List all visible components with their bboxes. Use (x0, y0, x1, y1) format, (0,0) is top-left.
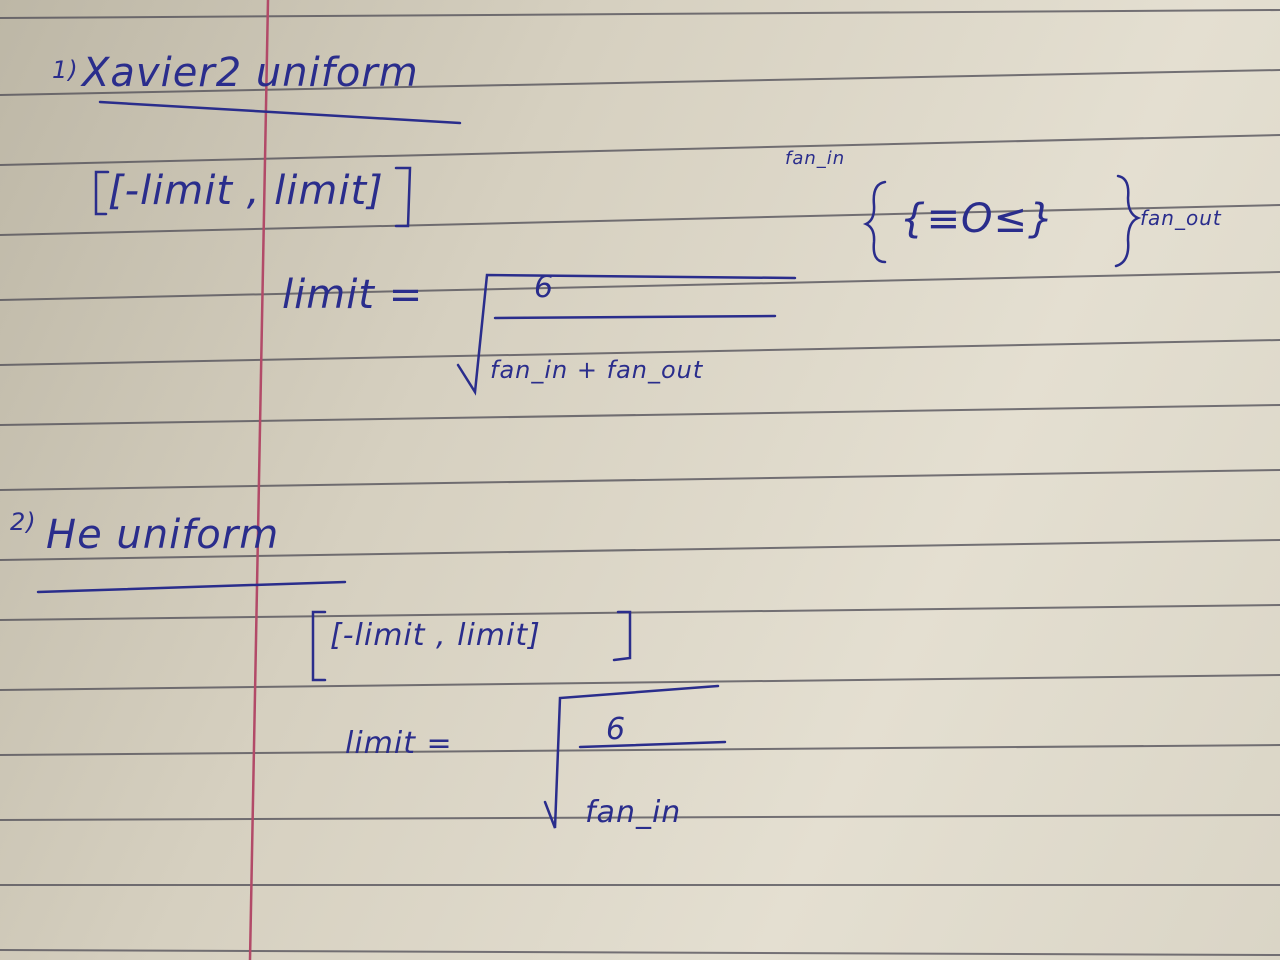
section2-limit-label: limit = (345, 726, 453, 761)
section2-denominator: fan_in (585, 795, 682, 830)
diagram-right-label: fan_out (1140, 206, 1222, 230)
fraction-bar2 (580, 742, 725, 747)
section2-interval: [-limit , limit] (330, 618, 541, 653)
diagram-left-label: fan_in (785, 148, 846, 169)
diagram-center: {≡O≤} (900, 196, 1055, 242)
section1-interval: [-limit , limit] (108, 168, 384, 214)
margin-line (250, 0, 268, 960)
section2-numerator: 6 (606, 712, 627, 747)
section1-limit-label: limit = (282, 272, 424, 318)
section2-number: 2) (10, 508, 37, 536)
section2-title: He uniform (46, 512, 280, 558)
fraction-bar1 (495, 316, 775, 318)
title2-underline (38, 582, 345, 592)
section1-denominator: fan_in + fan_out (490, 356, 704, 384)
section1-number: 1) (52, 56, 79, 84)
section1-title: Xavier2 uniform (82, 50, 419, 96)
title1-underline (100, 102, 460, 123)
section1-numerator: 6 (534, 270, 555, 305)
